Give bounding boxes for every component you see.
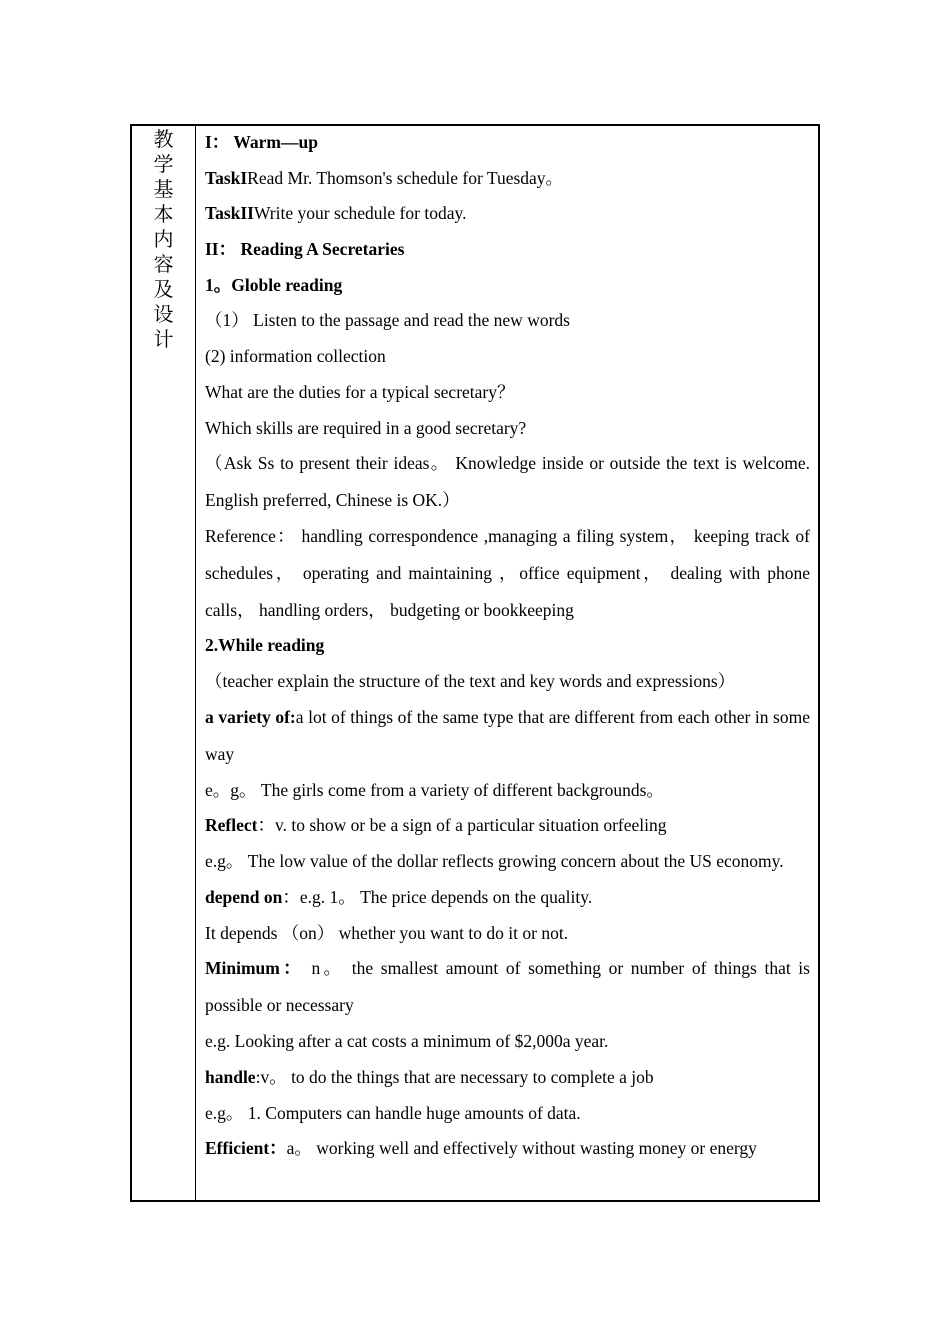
side-label-char: 计	[153, 327, 174, 351]
ask-students-note: （Ask Ss to present their ideas。 Knowledge inside or outside the text is welcome. English preferred, Chinese is OK.）	[205, 453, 810, 511]
task-one: TaskIRead Mr. Thomson's schedule for Tuesday。	[205, 167, 564, 188]
question-duties: What are the duties for a typical secretary？	[205, 381, 515, 402]
example-depend: It depends （on） whether you want to do it or not.	[205, 922, 569, 943]
teacher-note: （teacher explain the structure of the text and key words and expressions）	[205, 670, 736, 691]
globle-reading-heading: 1。Globle reading	[205, 274, 343, 295]
information-collection: (2) information collection	[205, 346, 386, 367]
side-label-char: 及	[153, 277, 174, 301]
vocab-handle: handle:v。 to do the things that are necessary to complete a job	[205, 1067, 654, 1087]
content-column	[196, 126, 818, 1200]
example-reflect: e.g。 The low value of the dollar reflects growing concern about the US economy.	[205, 850, 784, 871]
task-two: TaskIIWrite your schedule for today.	[205, 203, 467, 224]
reading-heading: II： Reading A Secretaries	[205, 239, 405, 260]
vocab-efficient: Efficient：a。 working well and effectively without wasting money or energy	[205, 1138, 757, 1159]
side-label-char: 容	[153, 252, 174, 276]
vocab-depend-on: depend on：e.g. 1。 The price depends on the quality.	[205, 886, 593, 907]
side-label-char: 设	[153, 302, 174, 326]
example-variety: e。g。 The girls come from a variety of different backgrounds。	[205, 779, 664, 800]
example-handle: e.g。 1. Computers can handle huge amounts of data.	[205, 1102, 581, 1123]
side-label-char: 教	[153, 127, 174, 151]
vocab-reflect: Reflect：v. to show or be a sign of a particular situation orfeeling	[205, 815, 667, 836]
side-label-column	[132, 126, 196, 1200]
while-reading-heading: 2.While reading	[205, 635, 325, 656]
reference-paragraph: Reference： handling correspondence ,managing a filing system， keeping track of schedules， operating and maintaining ，office equipment， dealing with phone calls， handling orders， budgeting or bookkeeping	[205, 526, 810, 621]
side-label-char: 本	[153, 202, 174, 226]
vocab-variety: a variety of:a lot of things of the same type that are different from each other in some way	[205, 706, 810, 764]
vocab-minimum: Minimum： n。 the smallest amount of something or number of things that is possible or necessary	[205, 958, 810, 1016]
listen-instruction: （1） Listen to the passage and read the new words	[205, 310, 570, 331]
lesson-table	[130, 124, 820, 1202]
side-label-char: 学	[153, 152, 174, 176]
example-minimum: e.g. Looking after a cat costs a minimum of $2,000a year.	[205, 1031, 609, 1052]
side-label-char: 内	[153, 227, 174, 251]
warmup-heading: I： Warm—up	[205, 132, 318, 152]
question-skills: Which skills are required in a good secretary?	[205, 417, 527, 438]
side-label-char: 基	[153, 177, 174, 201]
